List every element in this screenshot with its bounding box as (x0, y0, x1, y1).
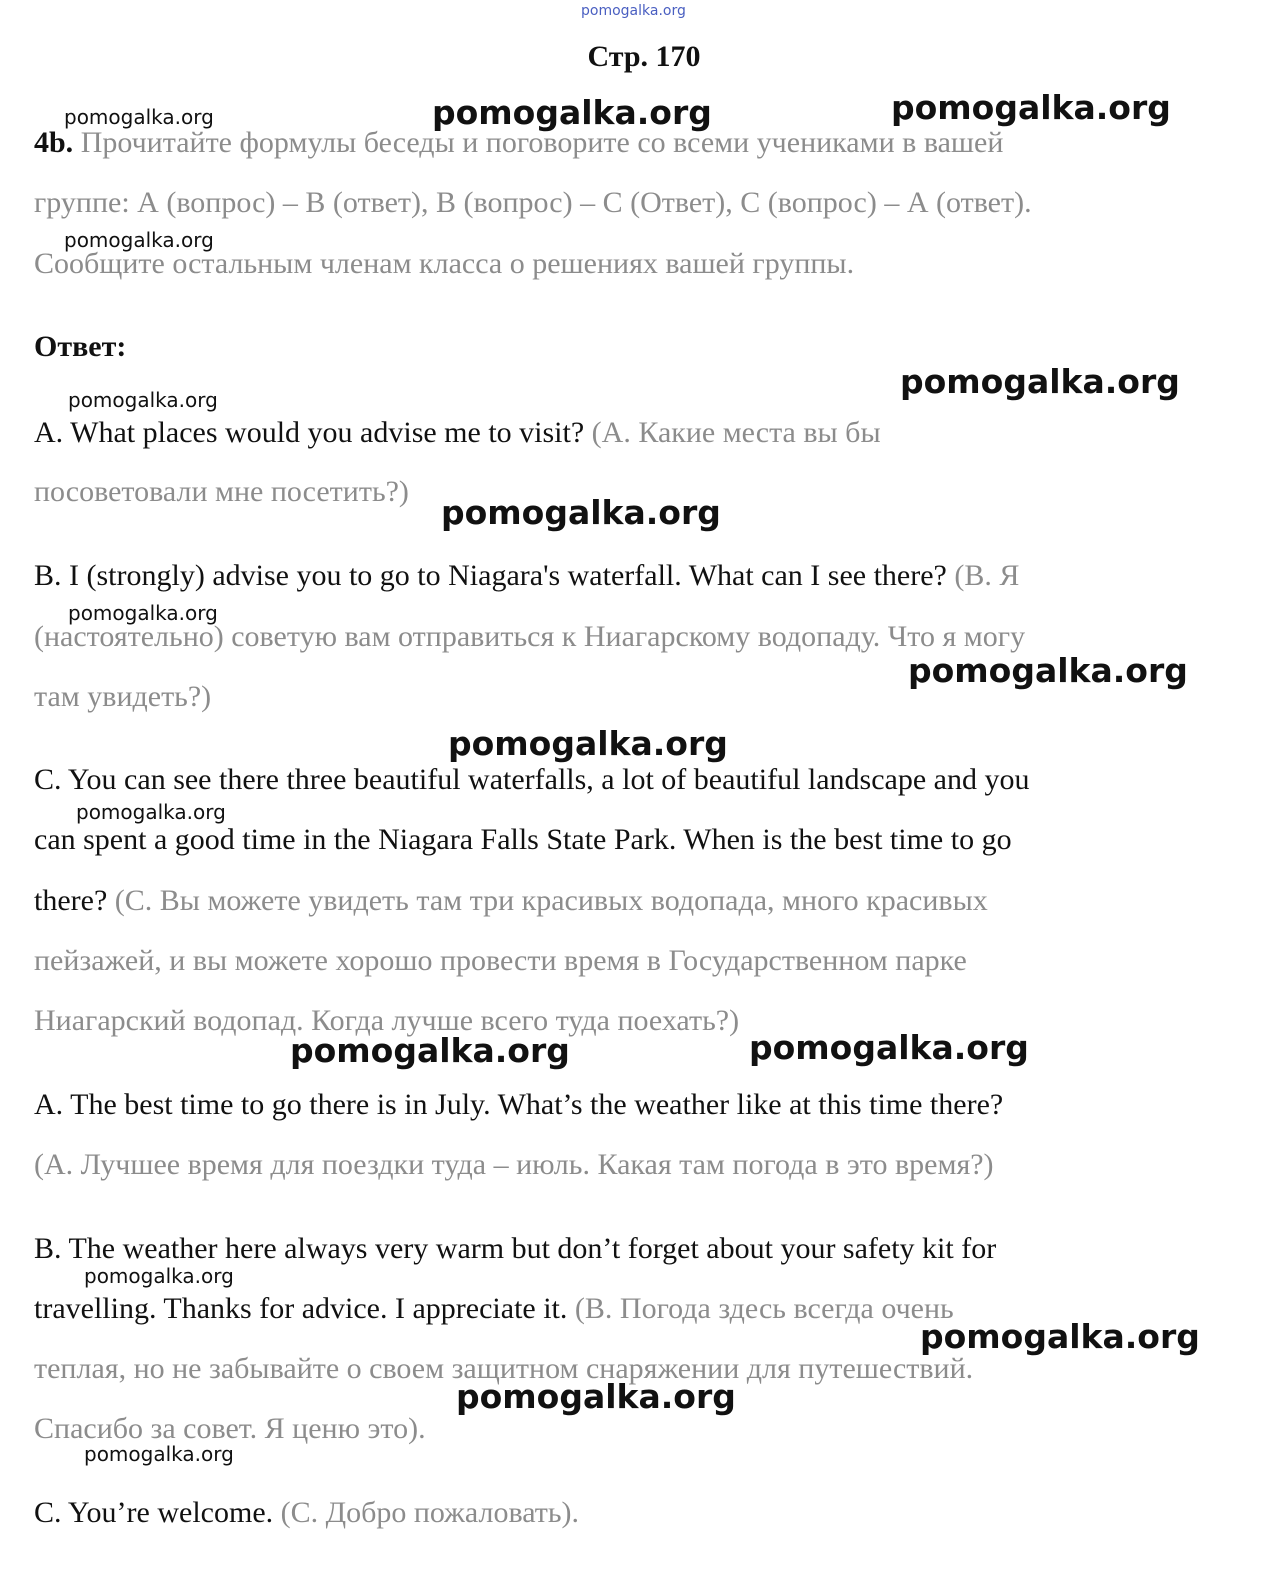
dialogue-line: C. You’re welcome. (С. Добро пожаловать). (34, 1496, 580, 1529)
task-number: 4b. (34, 126, 74, 159)
watermark: pomogalka.org (432, 93, 712, 132)
dialogue-line: can spent a good time in the Niagara Falls State Park. When is the best time to go (34, 823, 1012, 856)
watermark: pomogalka.org (448, 724, 728, 763)
dialogue-line: Спасибо за совет. Я ценю это). (34, 1412, 426, 1445)
watermark: pomogalka.org (749, 1028, 1029, 1067)
watermark: pomogalka.org (84, 1264, 234, 1288)
dialogue-line: there? (С. Вы можете увидеть там три красивых водопада, много красивых (34, 884, 988, 917)
watermark: pomogalka.org (891, 88, 1171, 127)
dialogue-line: Ниагарский водопад. Когда лучше всего туда поехать?) (34, 1004, 740, 1037)
watermark: pomogalka.org (456, 1377, 736, 1416)
dialogue-line: теплая, но не забывайте о своем защитном снаряжении для путешествий. (34, 1352, 974, 1385)
dialogue-line: (настоятельно) советую вам отправиться к Ниагарскому водопаду. Что я могу (34, 620, 1026, 653)
dialogue-line: travelling. Thanks for advice. I appreciate it. (В. Погода здесь всегда очень (34, 1292, 954, 1325)
dialogue-line: A. What places would you advise me to visit? (А. Какие места вы бы (34, 416, 881, 449)
watermark: pomogalka.org (290, 1031, 570, 1070)
task-line-3: Сообщите остальным членам класса о решениях вашей группы. (34, 247, 855, 280)
watermark: pomogalka.org (908, 651, 1188, 690)
page-header: Стр. 170 (587, 40, 701, 73)
watermark: pomogalka.org (920, 1317, 1200, 1356)
dialogue-line: (А. Лучшее время для поездки туда – июль. Какая там погода в это время?) (34, 1148, 994, 1181)
watermark: pomogalka.org (68, 601, 218, 625)
dialogue-line: B. The weather here always very warm but don’t forget about your safety kit for (34, 1232, 997, 1265)
watermark: pomogalka.org (441, 493, 721, 532)
task-text-1: Прочитайте формулы беседы и поговорите со всеми учениками в вашей (80, 126, 1004, 159)
task-line-1 (34, 128, 1003, 158)
dialogue-line: C. You can see there three beautiful waterfalls, a lot of beautiful landscape and you (34, 763, 1030, 796)
dialogue-line: пейзажей, и вы можете хорошо провести время в Государственном парке (34, 944, 967, 977)
watermark-top: pomogalka.org (581, 3, 686, 19)
dialogue-line: посоветовали мне посетить?) (34, 475, 409, 508)
dialogue-line: A. The best time to go there is in July. What’s the weather like at this time there? (34, 1088, 1004, 1121)
watermark: pomogalka.org (68, 388, 218, 412)
task-line-2: группе: А (вопрос) – В (ответ), В (вопрос) – С (Ответ), С (вопрос) – А (ответ). (34, 186, 1032, 219)
watermark: pomogalka.org (900, 362, 1180, 401)
watermark: pomogalka.org (64, 105, 214, 129)
watermark: pomogalka.org (76, 800, 226, 824)
watermark: pomogalka.org (84, 1442, 234, 1466)
answer-label: Ответ: (34, 330, 127, 363)
dialogue-line: B. I (strongly) advise you to go to Niagara's waterfall. What can I see there? (В. Я (34, 559, 1020, 592)
watermark: pomogalka.org (64, 228, 214, 252)
dialogue-line: там увидеть?) (34, 680, 212, 713)
